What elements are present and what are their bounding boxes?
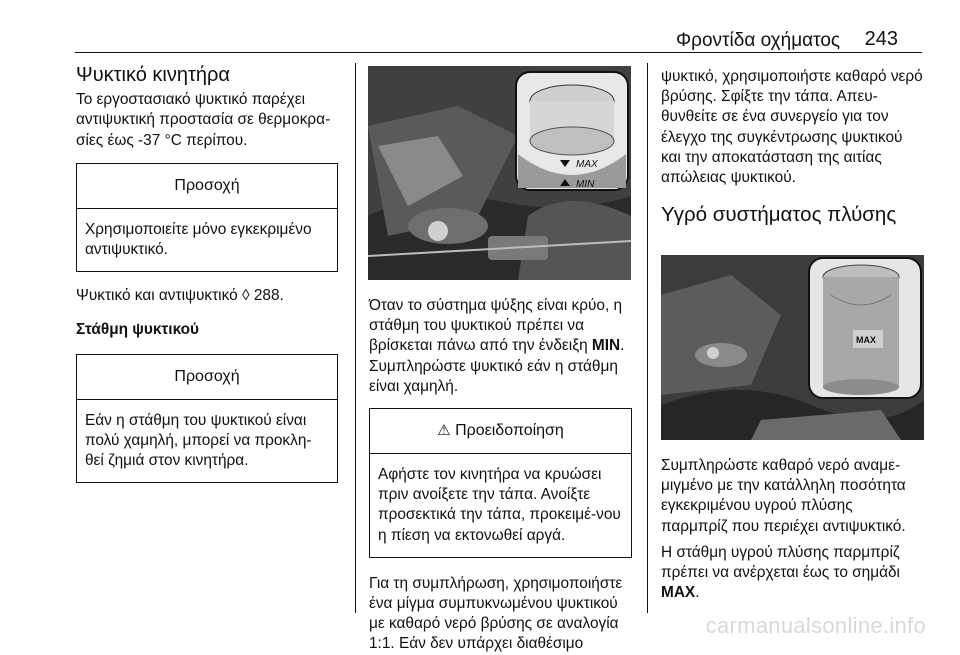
warning-box <box>369 408 632 558</box>
section-heading-coolant: Ψυκτικό κινητήρα <box>76 64 230 86</box>
cross-reference-text: Ψυκτικό και αντιψυκτικό <box>76 287 238 305</box>
cross-reference <box>76 286 338 306</box>
header-rule <box>75 52 922 53</box>
coolant-reservoir-figure <box>368 66 631 280</box>
caution-box-1 <box>76 163 338 272</box>
caution-body: Εάν η στάθμη του ψυκτικού είναι πολύ χαμηλή, μπορεί να προκλη-θεί ζημιά στον κινητήρα. <box>85 411 312 470</box>
coolant-reservoir-illustration <box>368 66 631 280</box>
min-mark-label: MIN <box>576 179 595 190</box>
coolant-intro: Το εργοστασιακό ψυκτικό παρέχει αντιψυκτική προστασία σε θερμοκρα-σίες έως -37 °C περίπου. <box>76 91 331 149</box>
min-mark: MIN <box>591 337 621 355</box>
page-ref-arrow-icon: ◊ <box>241 287 250 305</box>
caution-body: Χρησιμοποιείτε μόνο εγκεκριμένο αντιψυκτικό. <box>85 220 312 259</box>
washer-max-label: MAX <box>856 335 876 345</box>
washer-level-paragraph <box>661 543 923 604</box>
watermark: carmanualsonline.info <box>705 613 926 638</box>
washer-reservoir-illustration <box>661 255 924 440</box>
right-column <box>661 67 923 225</box>
warning-title-text: Προειδοποίηση <box>455 422 564 440</box>
caution-box-2 <box>76 354 338 484</box>
para-text: Όταν το σύστημα ψύξης είναι κρύο, η στάθμη του ψυκτικού πρέπει να βρίσκεται πάνω από την ένδειξη <box>369 297 623 355</box>
warning-body: Αφήστε τον κινητήρα να κρυώσει πριν ανοίξετε την τάπα. Ανοίξτε προσεκτικά την τάπα, προκειμέ-νου η πίεση να εκτονωθεί αργά. <box>378 466 621 544</box>
middle-column <box>369 296 632 655</box>
column-divider-1 <box>355 63 356 613</box>
warning-triangle-icon: ⚠ <box>437 422 451 440</box>
coolant-level-paragraph <box>369 296 632 397</box>
para-text: . <box>695 584 700 602</box>
caution-title: Προσοχή <box>77 164 337 209</box>
max-mark-label: MAX <box>576 159 598 170</box>
washer-fill-paragraph: Συμπληρώστε καθαρό νερό αναμε-μιγμένο με την κατάλληλη ποσότητα εγκεκριμένου υγρού πλύσης παρμπρίζ που περιέχει αντιψυκτικό. <box>661 457 906 535</box>
section-heading-washer: Υγρό συστήματος πλύσης <box>661 203 897 227</box>
column-divider-2 <box>647 63 648 613</box>
para-text: Η στάθμη υγρού πλύσης παρμπρίζ πρέπει να ανέρχεται έως το σημάδι <box>661 543 900 582</box>
page-number: 243 <box>864 28 898 50</box>
running-header-title: Φροντίδα οχήματος <box>676 30 841 51</box>
caution-title: Προσοχή <box>77 355 337 400</box>
subheading-coolant-level: Στάθμη ψυκτικού <box>76 321 199 339</box>
warning-title <box>370 409 631 454</box>
coolant-continued-paragraph: ψυκτικό, χρησιμοποιήστε καθαρό νερό βρύσης. Σφίξτε την τάπα. Απευ-θυνθείτε σε ένα συνεργείο για τον έλεγχο της συγκέντρωσης ψυκτικού και την αποκατάσταση της αιτίας απώλειας ψυκτικού. <box>661 68 923 187</box>
max-mark: MAX <box>661 584 696 602</box>
cross-reference-page[interactable]: 288. <box>253 287 284 305</box>
right-column-lower <box>661 456 923 603</box>
para-text: . Συμπληρώστε ψυκτικό εάν η στάθμη είναι χαμηλή. <box>369 337 625 395</box>
left-column <box>76 65 338 483</box>
washer-reservoir-figure <box>661 255 924 440</box>
refill-paragraph: Για τη συμπλήρωση, χρησιμοποιήστε ένα μίγμα συμπυκνωμένου ψυκτικού με καθαρό νερό βρύσης σε αναλογία 1:1. Εάν δεν υπάρχει διαθέσιμο <box>369 574 623 653</box>
